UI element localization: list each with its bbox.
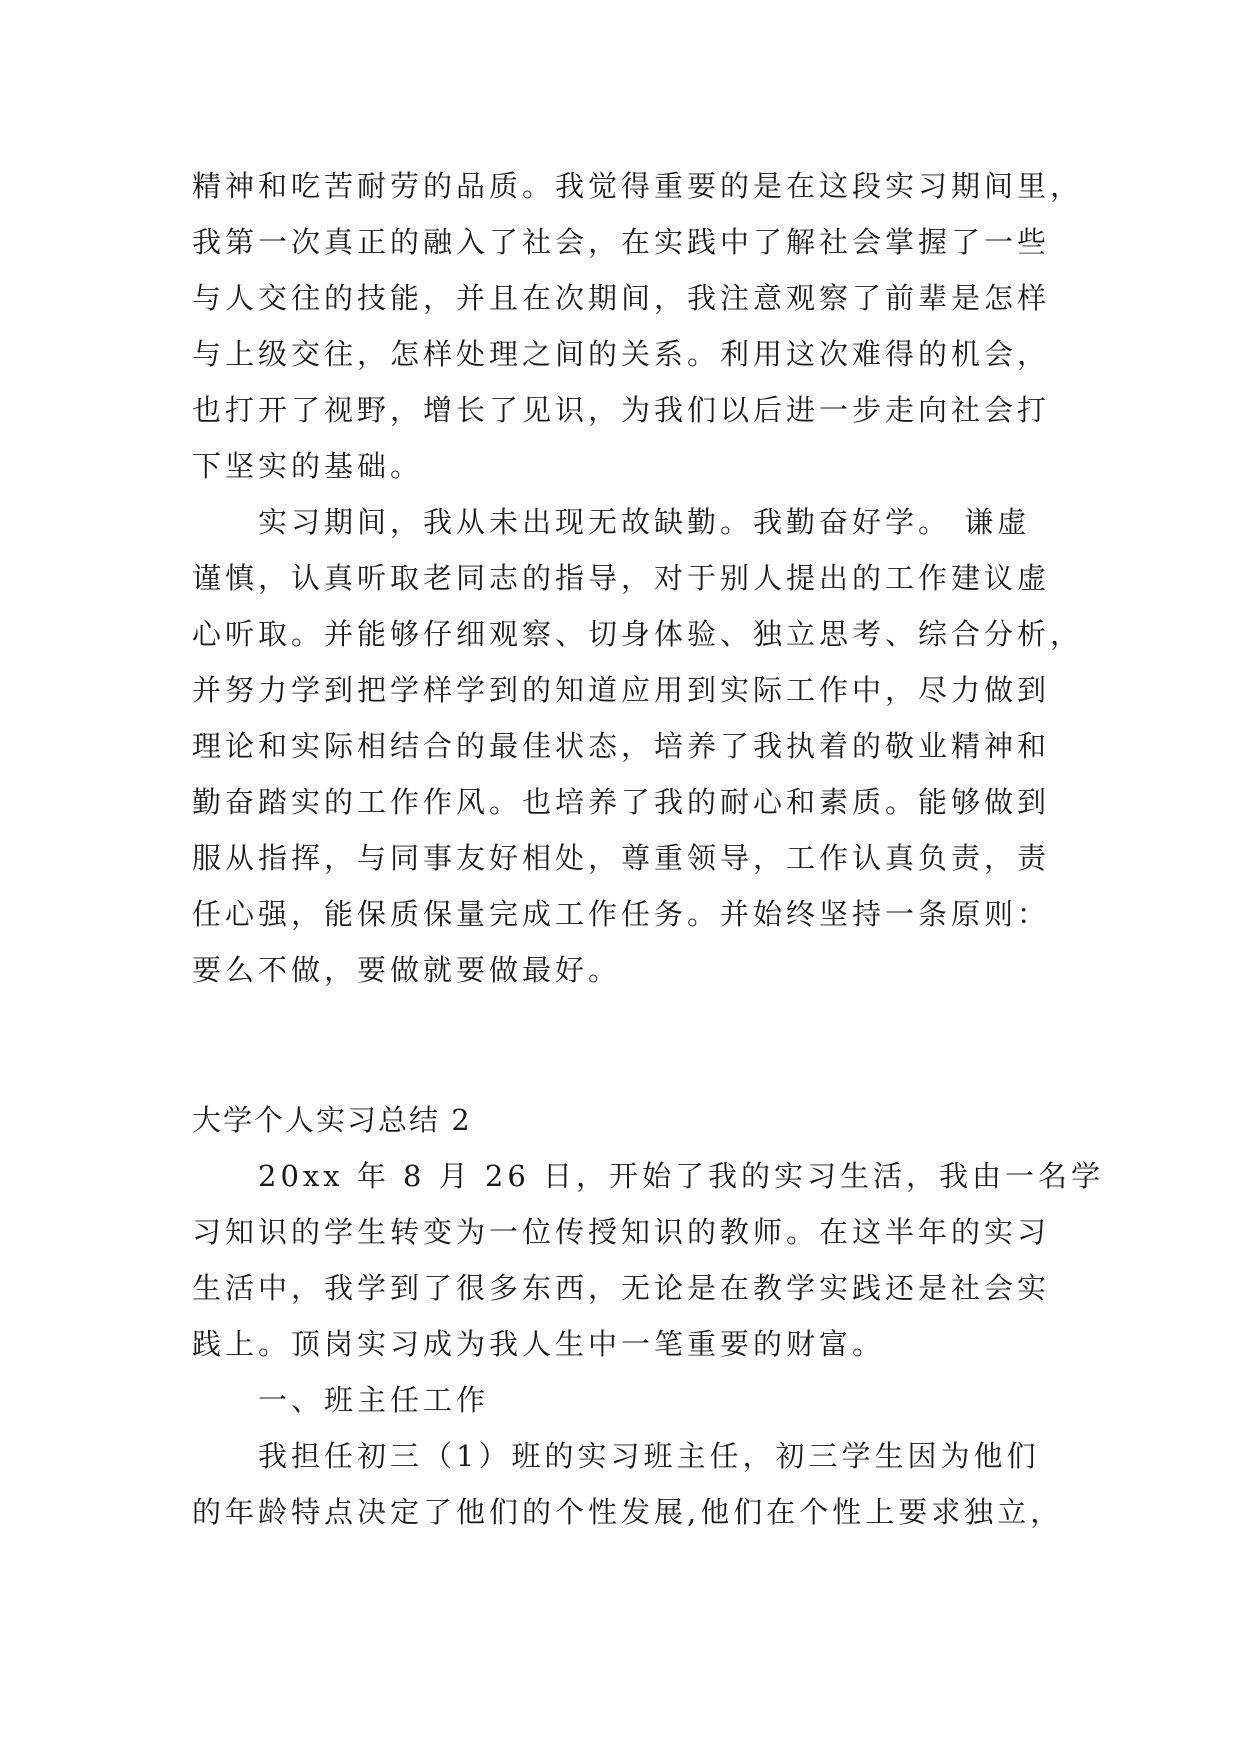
paragraph-3 bbox=[192, 1148, 1105, 1372]
text-line: 精神和吃苦耐劳的品质。我觉得重要的是在这段实习期间里， bbox=[192, 169, 1084, 203]
text-line: 实习期间，我从未出现无故缺勤。我勤奋好学。 谦虚 bbox=[258, 505, 1031, 539]
text-line: 任心强，能保质保量完成工作任务。并始终坚持一条原则： bbox=[192, 897, 1051, 931]
text-line: 服从指挥，与同事友好相处，尊重领导，工作认真负责，责 bbox=[192, 841, 1051, 875]
text-line: 勤奋踏实的工作作风。也培养了我的耐心和素质。能够做到 bbox=[192, 785, 1051, 819]
paragraph-1 bbox=[192, 158, 1092, 494]
text-line: 的年龄特点决定了他们的个性发展,他们在个性上要求独立， bbox=[192, 1495, 1064, 1529]
text-line: 要么不做，要做就要做最好。 bbox=[192, 953, 622, 987]
text-line: 并努力学到把学样学到的知道应用到实际工作中，尽力做到 bbox=[192, 673, 1051, 707]
text-line: 理论和实际相结合的最佳状态，培养了我执着的敬业精神和 bbox=[192, 729, 1051, 763]
text-line: 生活中，我学到了很多东西，无论是在教学实践还是社会实 bbox=[192, 1271, 1051, 1305]
text-line: 也打开了视野，增长了见识，为我们以后进一步走向社会打 bbox=[192, 393, 1051, 427]
text-line: 习知识的学生转变为一位传授知识的教师。在这半年的实习 bbox=[192, 1215, 1051, 1249]
text-line: 20xx 年 8 月 26 日，开始了我的实习生活，我由一名学 bbox=[258, 1159, 1105, 1193]
section-spacer bbox=[192, 998, 1092, 1092]
document-body bbox=[192, 158, 1105, 1540]
paragraph-4 bbox=[192, 1428, 1092, 1540]
text-line: 践上。顶岗实习成为我人生中一笔重要的财富。 bbox=[192, 1327, 886, 1361]
text-line: 与上级交往，怎样处理之间的关系。利用这次难得的机会， bbox=[192, 337, 1051, 371]
text-line: 谨慎，认真听取老同志的指导，对于别人提出的工作建议虚 bbox=[192, 561, 1051, 595]
text-line: 与人交往的技能，并且在次期间，我注意观察了前辈是怎样 bbox=[192, 281, 1051, 315]
subheading: 一、班主任工作 bbox=[258, 1383, 490, 1417]
text-line: 我担任初三（1）班的实习班主任，初三学生因为他们 bbox=[258, 1439, 1040, 1473]
section-title: 大学个人实习总结 2 bbox=[192, 1103, 472, 1137]
text-line: 下坚实的基础。 bbox=[192, 449, 424, 483]
text-line: 心听取。并能够仔细观察、切身体验、独立思考、综合分析， bbox=[192, 617, 1084, 651]
text-line: 我第一次真正的融入了社会，在实践中了解社会掌握了一些 bbox=[192, 225, 1051, 259]
paragraph-2 bbox=[192, 494, 1092, 998]
